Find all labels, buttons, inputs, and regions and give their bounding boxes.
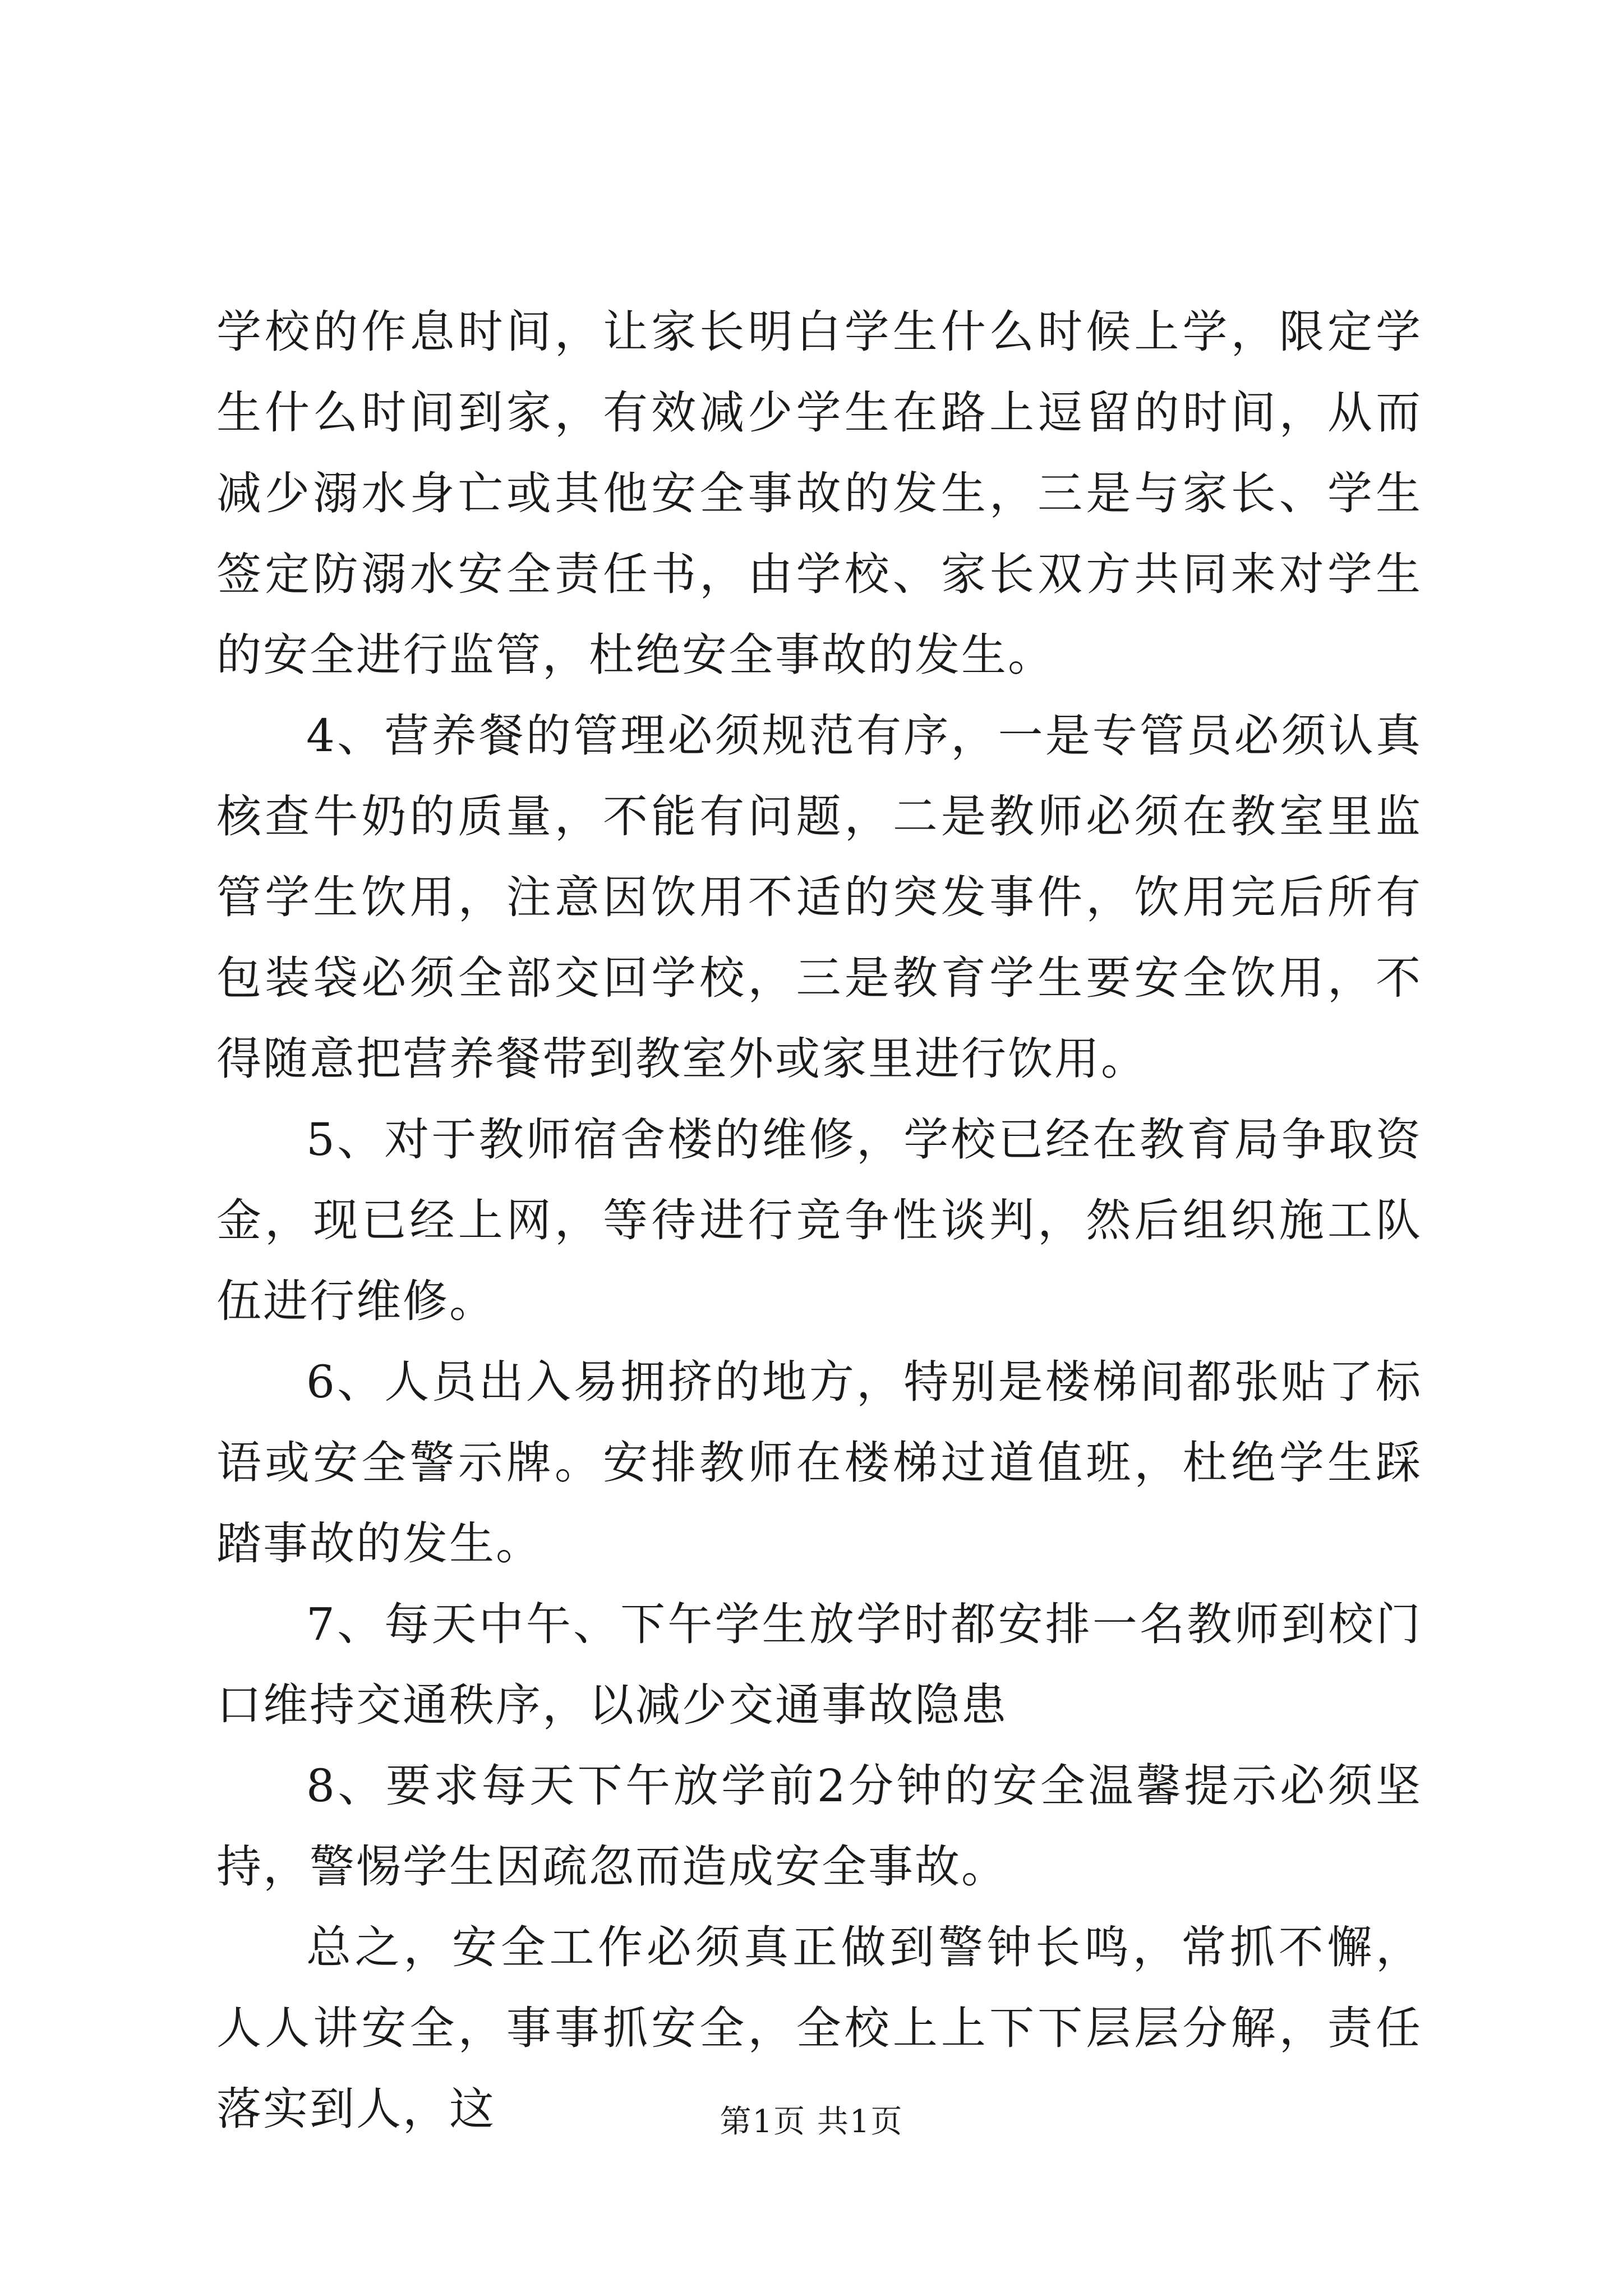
document-body (216, 292, 1422, 2150)
paragraph-item-7: 7、每天中午、下午学生放学时都安排一名教师到校门口维持交通秩序，以减少交通事故隐患 (216, 1598, 1422, 1731)
paragraph-item-6: 6、人员出入易拥挤的地方，特别是楼梯间都张贴了标语或安全警示牌。安排教师在楼梯过道值班，杜绝学生踩踏事故的发生。 (216, 1356, 1422, 1570)
paragraph-continuation: 学校的作息时间，让家长明白学生什么时候上学，限定学生什么时间到家，有效减少学生在路上逗留的时间，从而减少溺水身亡或其他安全事故的发生，三是与家长、学生签定防溺水安全责任书，由学校、家长双方共同来对学生的安全进行监管，杜绝安全事故的发生。 (216, 306, 1422, 681)
paragraph-item-8: 8、要求每天下午放学前2分钟的安全温馨提示必须坚持，警惕学生因疏忽而造成安全事故。 (216, 1760, 1422, 1893)
paragraph-item-5: 5、对于教师宿舍楼的维修，学校已经在教育局争取资金，现已经上网，等待进行竞争性谈判，然后组织施工队伍进行维修。 (216, 1114, 1422, 1327)
paragraph-summary: 总之，安全工作必须真正做到警钟长鸣，常抓不懈，人人讲安全，事事抓安全，全校上上下下层层分解，责任落实到人，这 (216, 1921, 1422, 2135)
page-number-footer: 第1页 共1页 (720, 2104, 903, 2140)
paragraph-item-4: 4、营养餐的管理必须规范有序，一是专管员必须认真核查牛奶的质量，不能有问题，二是教师必须在教室里监管学生饮用，注意因饮用不适的突发事件，饮用完后所有包装袋必须全部交回学校，三是教育学生要安全饮用，不得随意把营养餐带到教室外或家里进行饮用。 (216, 710, 1422, 1085)
